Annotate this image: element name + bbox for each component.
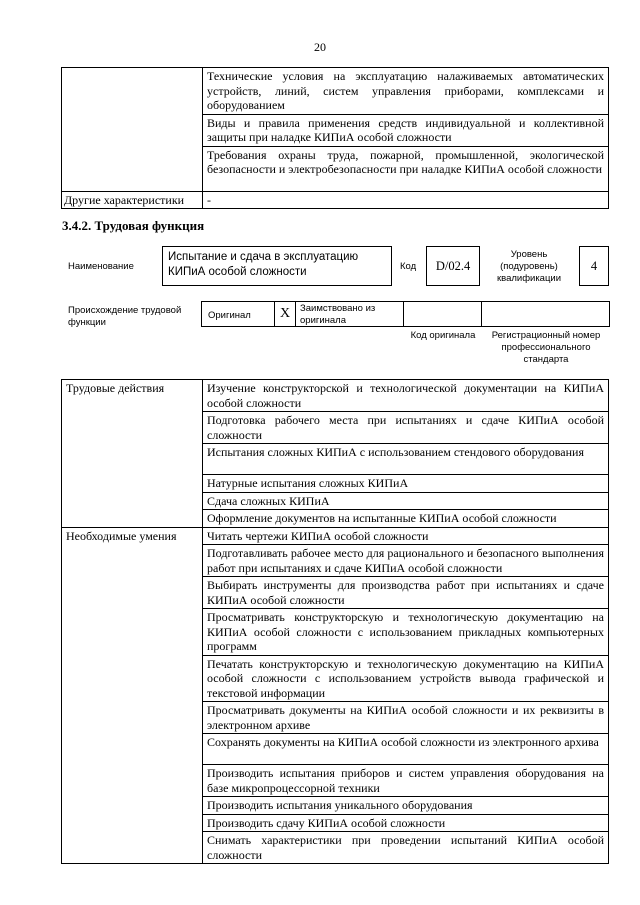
code-original-label: Код оригинала: [410, 330, 476, 341]
list-item: Производить сдачу КИПиА особой сложности: [203, 814, 609, 832]
origin-label: Происхождение трудовой функции: [68, 305, 182, 328]
list-item: Производить испытания приборов и систем управления оборудования на базе микропроцессорной техники: [203, 765, 609, 797]
list-item: Снимать характеристики при проведении испытаний КИПиА особой сложности: [203, 832, 609, 864]
borrowed-label: Заимствовано из оригинала: [300, 303, 376, 326]
name-label: Наименование: [68, 261, 134, 272]
row-label: [62, 68, 203, 192]
list-item: Оформление документов на испытанные КИПиА особой сложности: [203, 510, 609, 528]
list-item: Подготовка рабочего места при испытаниях и сдаче КИПиА особой сложности: [203, 412, 609, 444]
group-label: Необходимые умения: [62, 527, 203, 864]
table-row: [62, 380, 609, 412]
divider: [403, 301, 404, 327]
level-value: 4: [579, 246, 609, 286]
function-name-value: Испытание и сдача в эксплуатацию КИПиА особой сложности: [162, 246, 392, 286]
section-title: 3.4.2. Трудовая функция: [62, 218, 205, 233]
divider: [481, 301, 482, 327]
row-value: Технические условия на эксплуатацию налаживаемых автоматических устройств, линий, систем управления приборами, комплексами и оборудованием: [203, 68, 609, 115]
row-value: -: [203, 191, 609, 209]
origin-row: [201, 301, 610, 327]
row-value: Виды и правила применения средств индивидуальной и коллективной защиты при наладке КИПиА особой сложности: [203, 114, 609, 146]
list-item: Производить испытания уникального оборудования: [203, 797, 609, 815]
original-mark: X: [279, 306, 291, 321]
list-item: Натурные испытания сложных КИПиА: [203, 475, 609, 493]
divider: [295, 301, 296, 327]
row-label: Другие характеристики: [62, 191, 203, 209]
original-label: Оригинал: [208, 310, 251, 321]
page-number: 20: [314, 40, 326, 54]
group-label: Трудовые действия: [62, 380, 203, 528]
code-label: Код: [400, 261, 417, 272]
list-item: Подготавливать рабочее место для рационального и безопасного выполнения работ при испытаниях и сдаче КИПиА особой сложности: [203, 545, 609, 577]
level-label: Уровень (подуровень) квалификации: [496, 249, 562, 284]
list-item: Сохранять документы на КИПиА особой сложности из электронного архива: [203, 734, 609, 765]
list-item: Испытания сложных КИПиА с использованием стендового оборудования: [203, 444, 609, 475]
list-item: Изучение конструкторской и технологической документации на КИПиА особой сложности: [203, 380, 609, 412]
table-row: [62, 191, 609, 209]
list-item: Просматривать конструкторскую и технологическую документацию на КИПиА особой сложности с использованием прикладных компьютерных программ: [203, 609, 609, 656]
list-item: Сдача сложных КИПиА: [203, 492, 609, 510]
row-value: Требования охраны труда, пожарной, промышленной, экологической безопасности и электробезопасности при наладке КИПиА особой сложности: [203, 146, 609, 191]
knowledge-table: [61, 67, 609, 209]
list-item: Просматривать документы на КИПиА особой сложности и их реквизиты в электронном архиве: [203, 702, 609, 734]
list-item: Выбирать инструменты для производства работ при испытаниях и сдаче КИПиА особой сложности: [203, 577, 609, 609]
code-value: D/02.4: [426, 246, 480, 286]
reg-number-label: Регистрационный номер профессионального стандарта: [491, 330, 601, 365]
labor-function-table: [61, 379, 609, 864]
table-row: [62, 527, 609, 545]
list-item: Печатать конструкторскую и технологическую документацию на КИПиА особой сложности с использованием устройств вывода графической и текстовой информации: [203, 655, 609, 702]
list-item: Читать чертежи КИПиА особой сложности: [203, 527, 609, 545]
table-row: [62, 68, 609, 115]
